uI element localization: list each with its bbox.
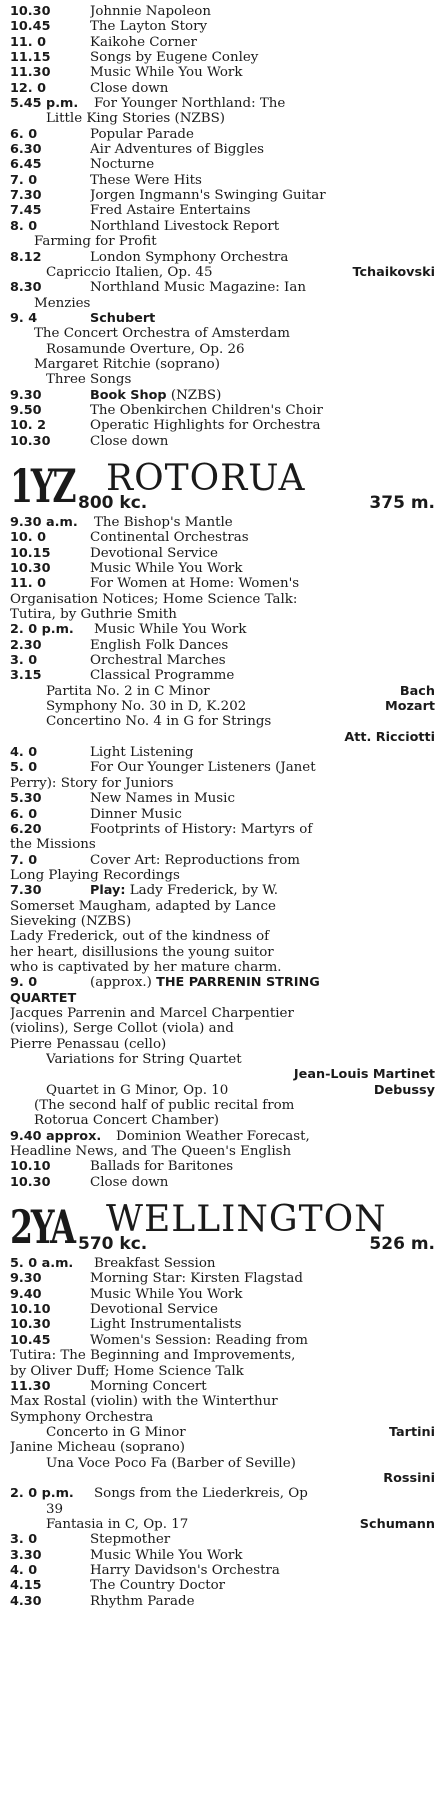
station-city: WELLINGTON: [106, 1199, 387, 1241]
listing-line: [4, 1502, 439, 1517]
listing-line: [4, 1302, 439, 1317]
listing-line: [4, 234, 439, 249]
section-wellington-listings: [4, 1256, 439, 1609]
listing-line: [4, 203, 439, 218]
listing-line: [4, 975, 439, 990]
listing-line: [4, 1317, 439, 1332]
listing-time: 10.45: [10, 1332, 51, 1348]
listing-programme: Tutira, by Guthrie Smith: [10, 607, 177, 623]
listing-line: [4, 326, 439, 341]
listing-line: [4, 607, 439, 622]
listing-line: [4, 1348, 439, 1363]
listing-line: [4, 1563, 439, 1578]
listing-programme: Fred Astaire Entertains: [90, 203, 251, 219]
listing-programme: Harry Davidson's Orchestra: [90, 1562, 280, 1578]
station-header-2ya: [4, 1198, 439, 1256]
listing-programme: Operatic Highlights for Orchestra: [90, 418, 321, 434]
listing-time: 11.30: [10, 65, 51, 81]
listing-time: 9.30 a.m.: [10, 514, 78, 530]
listing-line: [4, 1175, 439, 1190]
listing-time: 6.45: [10, 157, 42, 173]
listing-programme: Play: Lady Frederick, by W.: [90, 883, 278, 899]
listing-programme: the Missions: [10, 837, 96, 853]
listing-line: [4, 1159, 439, 1174]
listing-programme: London Symphony Orchestra: [90, 249, 289, 265]
listing-line: [4, 791, 439, 806]
listing-programme: Northland Music Magazine: Ian: [90, 280, 306, 296]
listing-programme: Devotional Service: [90, 1302, 218, 1318]
listing-programme: Somerset Maugham, adapted by Lance: [10, 898, 276, 914]
listing-time: 10.10: [10, 1159, 51, 1175]
listing-line: [4, 1486, 439, 1501]
listing-programme: Pierre Penassau (cello): [10, 1036, 167, 1052]
listing-time: 8.30: [10, 280, 42, 296]
listing-programme: Dinner Music: [90, 806, 182, 822]
listing-line: [4, 357, 439, 372]
listing-time: 10.45: [10, 19, 51, 35]
listing-time: 3. 0: [10, 1532, 38, 1548]
listing-line: [4, 1113, 439, 1128]
listing-line: [4, 1379, 439, 1394]
listing-line: [4, 592, 439, 607]
listing-time: 9.30: [10, 1271, 42, 1287]
listing-time: 11. 0: [10, 576, 47, 592]
listing-line: [4, 760, 439, 775]
listing-programme: Light Instrumentalists: [90, 1317, 242, 1333]
listing-line: [4, 1532, 439, 1547]
listing-line: [4, 561, 439, 576]
listing-line: [4, 576, 439, 591]
listing-line: [4, 1440, 439, 1455]
listing-line: [4, 296, 439, 311]
listing-programme: Farming for Profit: [34, 234, 157, 250]
listing-time: 4.15: [10, 1578, 42, 1594]
listing-time: 7.45: [10, 203, 42, 219]
listing-line: [4, 111, 439, 126]
listing-programme: 39: [46, 1501, 64, 1517]
listing-time: 7. 0: [10, 852, 38, 868]
listing-time: 9.40 approx.: [10, 1128, 102, 1144]
listing-programme: Janine Micheau (soprano): [10, 1440, 185, 1456]
listing-composer: Schumann: [356, 1517, 435, 1532]
listing-line: [4, 403, 439, 418]
listing-programme: Jacques Parrenin and Marcel Charpentier: [10, 1005, 294, 1021]
listing-programme: Morning Concert: [90, 1378, 207, 1394]
listing-line: [4, 1098, 439, 1113]
listing-line: [4, 1037, 439, 1052]
listing-line: [4, 1021, 439, 1036]
listing-programme: Organisation Notices; Home Science Talk:: [10, 591, 298, 607]
listing-line: [4, 776, 439, 791]
listing-time: 3. 0: [10, 653, 38, 669]
listing-programme: Close down: [90, 80, 169, 96]
listing-programme: For Our Younger Listeners (Janet: [90, 760, 316, 776]
listing-line: [4, 668, 439, 683]
listing-programme: Rosamunde Overture, Op. 26: [46, 341, 245, 357]
listing-line: [4, 265, 439, 280]
listing-time: 6.20: [10, 821, 42, 837]
listing-line: [4, 960, 439, 975]
listing-line: [4, 1471, 439, 1486]
listing-programme: The Country Doctor: [90, 1578, 226, 1594]
listing-programme: Cover Art: Reproductions from: [90, 852, 301, 868]
listing-time: 4.30: [10, 1593, 42, 1609]
listing-programme: (approx.) THE PARRENIN STRING: [90, 975, 320, 991]
listing-line: [4, 280, 439, 295]
listing-line: [4, 914, 439, 929]
listing-line: [4, 1256, 439, 1271]
listing-line: [4, 1410, 439, 1425]
listing-line: [4, 173, 439, 188]
station-wavelength: 375 m.: [369, 492, 435, 513]
listing-composer: Jean-Louis Martinet: [290, 1067, 435, 1082]
station-header-1yz: [4, 457, 439, 515]
listing-time: 6.30: [10, 142, 42, 158]
listing-time: 5.45 p.m.: [10, 96, 79, 112]
listing-line: [4, 1517, 439, 1532]
listing-programme: Fantasia in C, Op. 17: [46, 1516, 189, 1532]
listing-programme: Sieveking (NZBS): [10, 913, 132, 929]
listing-line: [4, 945, 439, 960]
listing-time: 9. 4: [10, 310, 38, 326]
listing-programme: Light Listening: [90, 745, 194, 761]
listing-time: 8. 0: [10, 218, 38, 234]
listing-line: [4, 81, 439, 96]
listing-programme: English Folk Dances: [90, 637, 229, 653]
listing-composer: Tchaikovski: [348, 265, 435, 280]
listing-line: [4, 250, 439, 265]
listing-line: [4, 730, 439, 745]
listing-programme: The Bishop's Mantle: [94, 514, 233, 530]
listing-line: [4, 1364, 439, 1379]
listing-time: 4. 0: [10, 1562, 38, 1578]
listing-time: 2. 0 p.m.: [10, 1486, 74, 1502]
listing-line: [4, 1083, 439, 1098]
listing-time: 12. 0: [10, 80, 47, 96]
listing-line: [4, 1129, 439, 1144]
listing-line: [4, 868, 439, 883]
listing-line: [4, 699, 439, 714]
listing-line: [4, 342, 439, 357]
listing-programme: Close down: [90, 1174, 169, 1190]
listing-composer: Debussy: [370, 1083, 435, 1098]
listing-time: 2. 0 p.m.: [10, 622, 74, 638]
listing-programme: Close down: [90, 433, 169, 449]
listing-line: [4, 638, 439, 653]
listing-programme: Variations for String Quartet: [46, 1052, 242, 1067]
listing-programme: Symphony Orchestra: [10, 1409, 154, 1425]
listing-time: 8.12: [10, 249, 42, 265]
listing-time: 9. 0: [10, 975, 38, 991]
listing-programme: Rhythm Parade: [90, 1593, 195, 1609]
listing-composer: Rossini: [379, 1471, 435, 1486]
listing-line: [4, 622, 439, 637]
listing-programme: Music While You Work: [90, 561, 243, 576]
listing-programme: For Women at Home: Women's: [90, 576, 300, 592]
listing-line: [4, 50, 439, 65]
listing-programme: Concerto in G Minor: [46, 1424, 186, 1440]
listing-time: 10.30: [10, 1174, 51, 1190]
listing-time: 11.30: [10, 1378, 51, 1394]
listing-programme: Symphony No. 30 in D, K.202: [46, 699, 247, 715]
listing-line: [4, 1006, 439, 1021]
listing-programme: by Oliver Duff; Home Science Talk: [10, 1363, 244, 1379]
listing-programme: Songs by Eugene Conley: [90, 50, 259, 66]
listing-time: 7.30: [10, 188, 42, 204]
listing-programme: Dominion Weather Forecast,: [116, 1128, 310, 1144]
listing-time: 3.15: [10, 668, 42, 684]
listing-programme: Music While You Work: [90, 1547, 243, 1563]
listing-time: 11. 0: [10, 34, 47, 50]
listing-line: [4, 807, 439, 822]
listing-line: [4, 853, 439, 868]
listing-programme: Women's Session: Reading from: [90, 1332, 308, 1348]
listing-line: [4, 714, 439, 729]
listing-line: [4, 142, 439, 157]
listing-programme: Music While You Work: [90, 1286, 243, 1302]
listing-time: 2.30: [10, 637, 42, 653]
listing-programme: Concertino No. 4 in G for Strings: [46, 714, 272, 730]
listing-programme: Nocturne: [90, 157, 155, 173]
listing-line: [4, 929, 439, 944]
listing-programme: Three Songs: [46, 372, 132, 388]
listing-programme: Ballads for Baritones: [90, 1159, 234, 1175]
listing-line: [4, 546, 439, 561]
listing-line: [4, 35, 439, 50]
listing-line: [4, 1271, 439, 1286]
listing-programme: Footprints of History: Martyrs of: [90, 821, 313, 837]
listing-line: [4, 1067, 439, 1082]
listing-time: 9.30: [10, 387, 42, 403]
listing-line: [4, 388, 439, 403]
listing-programme: Air Adventures of Biggles: [90, 142, 265, 158]
listing-line: [4, 219, 439, 234]
listing-programme: who is captivated by her mature charm.: [10, 959, 282, 975]
station-city: ROTORUA: [106, 457, 306, 499]
listing-programme: Schubert: [90, 310, 156, 326]
listing-programme: Popular Parade: [90, 126, 194, 142]
listing-line: [4, 684, 439, 699]
listing-time: 5. 0 a.m.: [10, 1256, 74, 1272]
listing-programme: Northland Livestock Report: [90, 218, 280, 234]
listing-line: [4, 188, 439, 203]
listing-programme: For Younger Northland: The: [94, 96, 286, 112]
station-frequency: 570 kc.: [78, 1234, 148, 1255]
listing-line: [4, 1594, 439, 1609]
listing-programme: Max Rostal (violin) with the Winterthur: [10, 1394, 278, 1410]
listing-line: [4, 883, 439, 898]
listing-line: [4, 19, 439, 34]
station-callsign: 1YZ: [10, 458, 75, 513]
listing-time: 6. 0: [10, 126, 38, 142]
listing-time: 3.30: [10, 1547, 42, 1563]
listing-line: [4, 96, 439, 111]
listing-line: [4, 515, 439, 530]
listing-line: [4, 745, 439, 760]
listing-time: 7. 0: [10, 172, 38, 188]
listing-programme: The Layton Story: [90, 19, 208, 35]
listing-programme: Partita No. 2 in C Minor: [46, 683, 210, 699]
listing-programme: Music While You Work: [94, 622, 247, 638]
listing-line: [4, 1578, 439, 1593]
listing-time: 9.40: [10, 1286, 42, 1302]
listing-programme: Morning Star: Kirsten Flagstad: [90, 1271, 303, 1287]
listing-programme: Tutira: The Beginning and Improvements,: [10, 1348, 296, 1364]
listing-programme: (The second half of public recital from: [34, 1098, 295, 1114]
station-frequency: 800 kc.: [78, 492, 148, 513]
listing-programme: Lady Frederick, out of the kindness of: [10, 929, 270, 945]
listing-programme: Una Voce Poco Fa (Barber of Seville): [46, 1455, 296, 1471]
listing-line: [4, 899, 439, 914]
listing-line: [4, 1548, 439, 1563]
listing-composer: Mozart: [381, 699, 435, 714]
listing-programme: New Names in Music: [90, 791, 235, 807]
listing-line: [4, 434, 439, 449]
listing-programme: Menzies: [34, 295, 91, 311]
listing-line: [4, 1052, 439, 1067]
listing-time: 10. 0: [10, 530, 47, 546]
listing-time: 4. 0: [10, 745, 38, 761]
listing-programme: Little King Stories (NZBS): [46, 111, 225, 127]
listing-time: 6. 0: [10, 806, 38, 822]
listing-programme: (violins), Serge Collot (viola) and: [10, 1021, 234, 1037]
listing-composer: Bach: [396, 684, 435, 699]
listing-line: [4, 1394, 439, 1409]
listing-time: 10. 2: [10, 418, 47, 434]
listing-line: [4, 1333, 439, 1348]
listing-time: 11.15: [10, 50, 51, 66]
listing-line: [4, 1456, 439, 1471]
listing-programme: Kaikohe Corner: [90, 34, 197, 50]
listing-time: 10.10: [10, 1302, 51, 1318]
listing-time: 7.30: [10, 883, 42, 899]
station-wavelength: 526 m.: [369, 1234, 435, 1255]
station-callsign: 2YA: [10, 1200, 74, 1255]
listing-time: 10.30: [10, 561, 51, 576]
listing-programme: Devotional Service: [90, 545, 218, 561]
listing-time: 10.30: [10, 433, 51, 449]
listing-line: [4, 65, 439, 80]
listing-line: [4, 311, 439, 326]
listing-programme: Songs from the Liederkreis, Op: [94, 1486, 308, 1502]
listing-line: [4, 157, 439, 172]
listing-time: 5.30: [10, 791, 42, 807]
listing-programme: Quartet in G Minor, Op. 10: [46, 1082, 229, 1098]
listing-programme: The Concert Orchestra of Amsterdam: [34, 326, 290, 342]
listing-line: [4, 4, 439, 19]
listing-programme: Book Shop (NZBS): [90, 387, 222, 403]
listing-time: 10.15: [10, 545, 51, 561]
listing-line: [4, 372, 439, 387]
listing-line: [4, 653, 439, 668]
listing-programme: Stepmother: [90, 1532, 171, 1548]
listing-line: [4, 1425, 439, 1440]
radio-listings-page: [4, 4, 439, 1609]
listing-programme: her heart, disillusions the young suitor: [10, 944, 274, 960]
listing-programme: Music While You Work: [90, 65, 243, 81]
listing-line: [4, 1287, 439, 1302]
listing-line: [4, 127, 439, 142]
listing-line: [4, 418, 439, 433]
listing-programme: Rotorua Concert Chamber): [34, 1113, 219, 1129]
listing-line: [4, 991, 439, 1006]
listing-programme: These Were Hits: [90, 172, 202, 188]
listing-line: [4, 530, 439, 545]
listing-line: [4, 822, 439, 837]
listing-programme: The Obenkirchen Children's Choir: [90, 402, 323, 418]
listing-programme: Classical Programme: [90, 668, 235, 684]
listing-programme: QUARTET: [10, 990, 77, 1006]
listing-programme: Orchestral Marches: [90, 653, 226, 669]
listing-time: 5. 0: [10, 760, 38, 776]
section-continued-listings: [4, 4, 439, 449]
listing-line: [4, 837, 439, 852]
listing-programme: Capriccio Italien, Op. 45: [46, 264, 213, 280]
listing-time: 10.30: [10, 1317, 51, 1333]
listing-programme: Margaret Ritchie (soprano): [34, 356, 220, 372]
section-rotorua-listings: [4, 515, 439, 1190]
listing-programme: Perry): Story for Juniors: [10, 775, 174, 791]
listing-programme: Jorgen Ingmann's Swinging Guitar: [90, 188, 326, 204]
listing-line: [4, 1144, 439, 1159]
listing-composer: Tartini: [385, 1425, 435, 1440]
listing-programme: Headline News, and The Queen's English: [10, 1144, 292, 1160]
listing-time: 10.30: [10, 4, 51, 19]
listing-time: 9.50: [10, 402, 42, 418]
listing-programme: Continental Orchestras: [90, 530, 249, 546]
listing-programme: Long Playing Recordings: [10, 867, 180, 883]
listing-programme: Johnnie Napoleon: [90, 4, 211, 19]
listing-composer: Att. Ricciotti: [340, 730, 435, 745]
listing-programme: Breakfast Session: [94, 1256, 216, 1272]
